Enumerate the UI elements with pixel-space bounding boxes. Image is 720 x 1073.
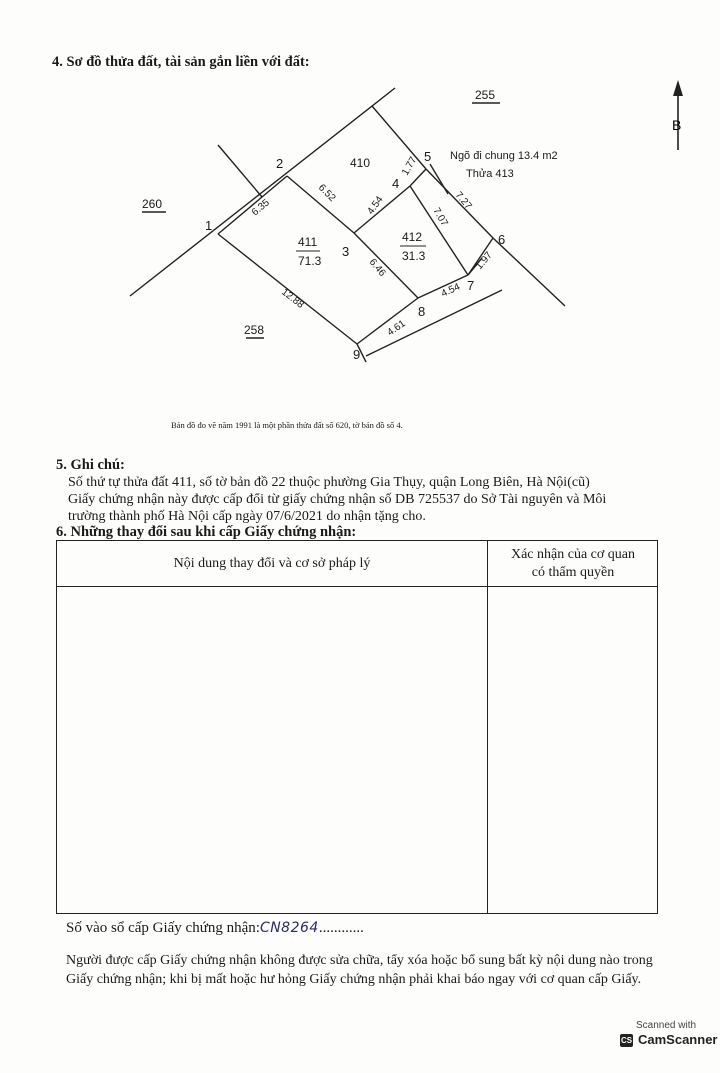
point-3: 3 — [342, 244, 350, 259]
north-arrow-icon — [673, 80, 683, 150]
boundary-410-right — [372, 106, 426, 169]
boundary-6-ext — [493, 238, 565, 306]
column-header-changes: Nội dung thay đổi và cơ sở pháp lý — [173, 555, 371, 571]
dim-1-9: 12.88 — [279, 286, 306, 311]
dim-5-6: 7.27 — [452, 189, 474, 212]
warning-line-2: Giấy chứng nhận; khi bị mất hoặc hư hỏng Giấy chứng nhận phải khai báo ngay với cơ quan cấp Giấy. — [66, 972, 642, 987]
point-7: 7 — [467, 278, 475, 293]
boundary-9-8 — [357, 298, 418, 344]
parcel-411-area: 71.3 — [298, 254, 322, 268]
registry-number-line — [66, 920, 364, 937]
note-line-3: trường thành phố Hà Nội cấp ngày 07/6/2021 do nhận tặng cho. — [68, 509, 426, 524]
shared-alley-label: Ngõ đi chung 13.4 m2 — [450, 150, 558, 162]
parcel-258-label: 258 — [244, 323, 265, 337]
dim-8-9: 4.61 — [385, 318, 408, 339]
parcel-411-label: 411 — [298, 235, 318, 249]
dim-7-8: 4.54 — [439, 281, 462, 300]
parcel-260-label: 260 — [142, 197, 163, 211]
changes-table — [56, 540, 658, 914]
boundary-lower-road — [366, 290, 502, 356]
scanned-with-text: Scanned with — [636, 1020, 697, 1031]
authority-header-line-2: có thẩm quyền — [531, 564, 615, 580]
note-line-1: Số thứ tự thửa đất 411, số tờ bản đồ 22 thuộc phường Gia Thụy, quận Long Biên, Hà Nội(cũ) — [68, 475, 590, 490]
warning-text — [66, 951, 666, 989]
note-line-2: Giấy chứng nhận này được cấp đổi từ giấy chứng nhận số DB 725537 do Sở Tài nguyên và Môi — [68, 492, 607, 507]
column-header-authority — [488, 541, 658, 586]
map-caption: Bản đồ đo vẽ năm 1991 là một phần thửa đất số 620, tờ bản đồ số 4. — [171, 420, 403, 430]
point-9: 9 — [353, 347, 361, 362]
dim-2-3: 6.52 — [315, 182, 338, 204]
parcel-413-label: Thửa 413 — [466, 168, 514, 180]
boundary-line-diagonal — [130, 88, 395, 296]
point-4: 4 — [392, 176, 400, 191]
camscanner-brand: CamScanner — [638, 1032, 718, 1047]
parcel-412-label: 412 — [402, 230, 423, 244]
registry-label: Số vào sổ cấp Giấy chứng nhận: — [66, 920, 260, 936]
table-column-divider — [487, 541, 488, 913]
warning-line-1: Người được cấp Giấy chứng nhận không được sửa chữa, tẩy xóa hoặc bổ sung bất kỳ nội dung nào trong — [66, 953, 653, 968]
registry-dots: ............ — [318, 920, 364, 936]
point-8: 8 — [418, 304, 426, 319]
dim-4-5: 1.77 — [400, 155, 420, 178]
registry-handwritten-value: CN8264 — [259, 920, 319, 936]
point-2: 2 — [276, 156, 284, 171]
camscanner-watermark — [618, 1018, 718, 1056]
parcel-412-area: 31.3 — [402, 249, 426, 263]
section-4-title: 4. Sơ đồ thửa đất, tài sản gắn liền với đất: — [52, 54, 310, 70]
parcel-map — [0, 70, 720, 440]
dim-4-7: 7.07 — [430, 206, 450, 229]
parcel-410-label: 410 — [350, 156, 371, 170]
point-5: 5 — [424, 149, 432, 164]
point-6: 6 — [498, 232, 506, 247]
point-1: 1 — [205, 218, 213, 233]
section-5-title: 5. Ghi chú: — [56, 457, 125, 473]
table-header-divider — [57, 586, 657, 587]
dim-1-2: 6.35 — [249, 197, 272, 219]
alley-pointer — [430, 164, 448, 194]
dim-6-7: 1.97 — [473, 249, 495, 272]
authority-header-line-1: Xác nhận của cơ quan — [510, 546, 635, 562]
boundary-line-top-left — [218, 145, 262, 197]
dim-3-4: 4.54 — [365, 194, 386, 217]
boundary-3-4 — [354, 186, 410, 233]
dim-3-8: 6.46 — [366, 256, 388, 279]
camscanner-logo-icon: CS — [620, 1036, 633, 1045]
north-label: B — [672, 117, 682, 133]
section-6-title: 6. Những thay đổi sau khi cấp Giấy chứng nhận: — [56, 524, 357, 540]
parcel-255-label: 255 — [475, 88, 496, 102]
